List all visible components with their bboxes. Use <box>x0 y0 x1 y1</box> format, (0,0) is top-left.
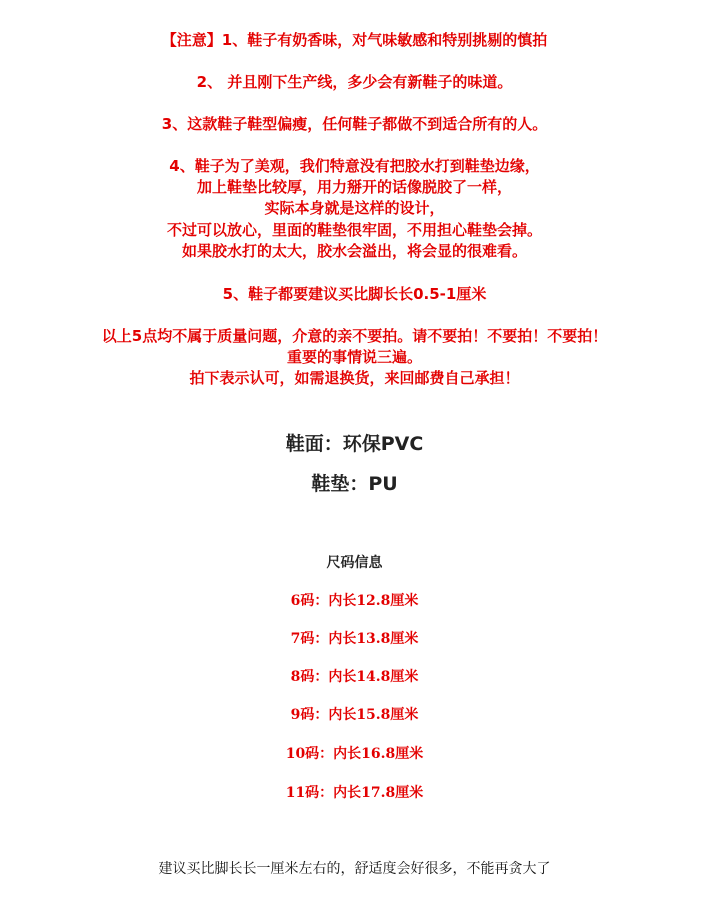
notice-item-4-line: 不过可以放心，里面的鞋垫很牢固，不用担心鞋垫会掉。 <box>166 221 542 239</box>
upper-material: 鞋面：环保PVC <box>285 433 424 455</box>
insole-material: 鞋垫：PU <box>311 473 398 495</box>
disclaimer-line: 以上5点均不属于质量问题，介意的亲不要拍。请不要拍！不要拍！不要拍！ <box>101 327 608 345</box>
disclaimer-line: 重要的事情说三遍。 <box>286 348 422 366</box>
notice-item-5: 5、鞋子都要建议买比脚长长0.5-1厘米 <box>222 285 487 303</box>
size-info-title: 尺码信息 <box>326 555 383 571</box>
size-row: 9码：内长15.8厘米 <box>290 707 419 723</box>
size-row: 7码：内长13.8厘米 <box>290 631 419 647</box>
notice-item-2: 2、 并且刚下生产线，多少会有新鞋子的味道。 <box>196 73 513 91</box>
notice-item-4-line: 加上鞋垫比较厚，用力掰开的话像脱胶了一样， <box>196 178 512 196</box>
size-row: 8码：内长14.8厘米 <box>290 669 419 685</box>
size-row: 11码：内长17.8厘米 <box>285 785 424 801</box>
notice-item-4-line: 如果胶水打的太大，胶水会溢出，将会显的很难看。 <box>181 242 527 260</box>
notice-item-3: 3、这款鞋子鞋型偏瘦，任何鞋子都做不到适合所有的人。 <box>161 115 548 133</box>
notice-item-4-line: 4、鞋子为了美观，我们特意没有把胶水打到鞋垫边缘， <box>169 157 540 175</box>
notice-item-4-line: 实际本身就是这样的设计， <box>264 199 445 217</box>
size-row: 6码：内长12.8厘米 <box>290 593 419 609</box>
size-advice-footer: 建议买比脚长长一厘米左右的，舒适度会好很多，不能再贪大了 <box>158 861 551 877</box>
notice-item-1: 【注意】1、鞋子有奶香味，对气味敏感和特别挑剔的慎拍 <box>161 31 548 49</box>
size-row: 10码：内长16.8厘米 <box>285 746 424 762</box>
disclaimer-line: 拍下表示认可，如需退换货，来回邮费自己承担！ <box>189 369 520 387</box>
